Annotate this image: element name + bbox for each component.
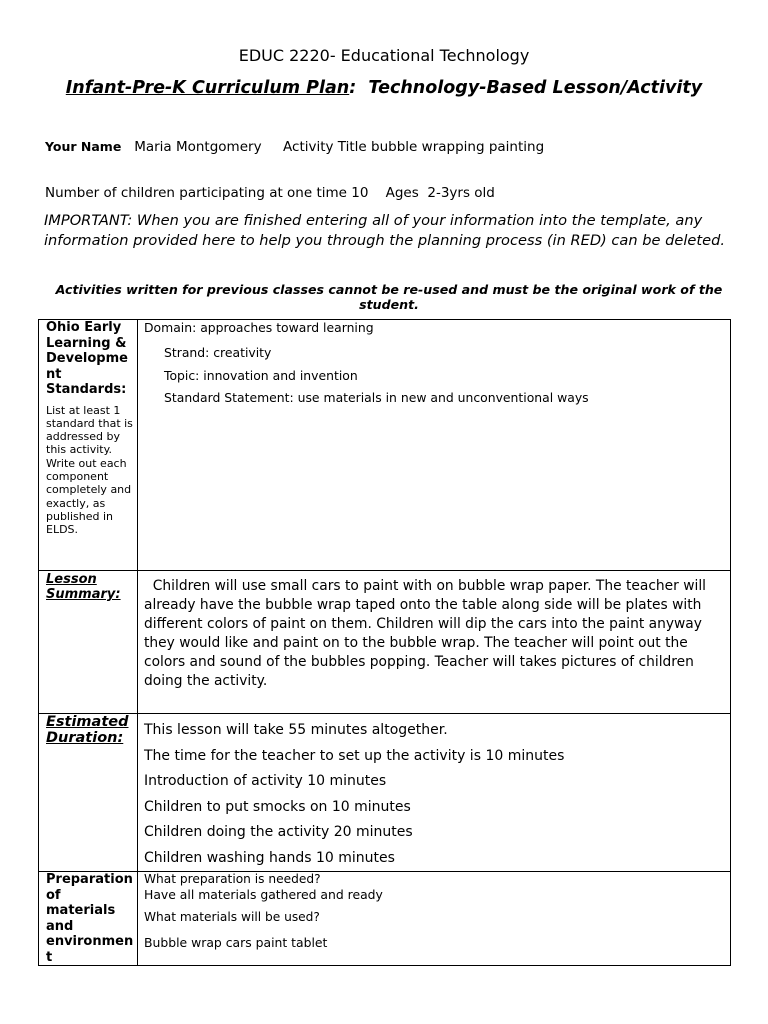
standards-content xyxy=(138,320,730,410)
duration-lines xyxy=(138,714,730,871)
preparation-row xyxy=(39,872,731,966)
duration-line: Children to put smocks on 10 minutes xyxy=(144,798,411,815)
duration-label: Estimated Duration: xyxy=(46,714,129,746)
summary-content-cell xyxy=(138,571,731,714)
important-note: IMPORTANT: When you are finished entering all of your information into the template, any information provided here to help you through the planning process (in RED) can be deleted. xyxy=(44,212,726,249)
domain-text: Domain: approaches toward learning xyxy=(144,320,374,335)
plan-title xyxy=(0,78,768,98)
plan-title-main: Infant-Pre-K Curriculum Plan xyxy=(65,78,350,98)
duration-label-cell xyxy=(39,714,138,872)
course-title: EDUC 2220- Educational Technology xyxy=(238,46,530,65)
summary-row xyxy=(39,571,731,714)
duration-line: Children doing the activity 20 minutes xyxy=(144,824,413,840)
activities-note: Activities written for previous classes cannot be re-used and must be the original work of the student. xyxy=(55,282,723,312)
preparation-content xyxy=(138,872,730,950)
strand-text: Strand: creativity xyxy=(164,345,272,360)
materials-answer: Bubble wrap cars paint tablet xyxy=(144,935,328,950)
preparation-label-cell xyxy=(39,872,138,966)
summary-label-cell xyxy=(39,571,138,714)
duration-line: This lesson will take 55 minutes altogether. xyxy=(144,722,448,738)
activity-value: bubble wrapping painting xyxy=(371,139,545,155)
ages-label: Ages xyxy=(385,185,419,201)
name-label: Your Name xyxy=(45,139,122,154)
plan-title-rest: Technology-Based Lesson/Activity xyxy=(356,78,703,98)
children-count-line xyxy=(45,185,495,201)
standard-statement-text: Standard Statement: use materials in new and unconventional ways xyxy=(164,390,589,405)
standards-content-cell xyxy=(138,320,731,571)
count-label: Number of children participating at one time xyxy=(45,185,347,201)
ages-value: 2-3yrs old xyxy=(427,185,495,201)
preparation-question: What preparation is needed? xyxy=(144,872,321,886)
name-value: Maria Montgomery xyxy=(134,139,262,155)
activity-label: Activity Title xyxy=(283,139,367,155)
preparation-content-cell xyxy=(138,872,731,966)
count-value: 10 xyxy=(351,185,369,201)
summary-label: Lesson Summary: xyxy=(46,572,121,602)
duration-line: Children washing hands 10 minutes xyxy=(144,849,395,866)
topic-text: Topic: innovation and invention xyxy=(164,367,358,383)
materials-question: What materials will be used? xyxy=(144,910,320,924)
standards-instructions: List at least 1 standard that is addressed by this activity. Write out each component completely and exactly, as published in ELDS. xyxy=(46,403,133,537)
duration-line: The time for the teacher to set up the activity is 10 minutes xyxy=(144,747,565,764)
preparation-label: Preparation of materials and environmen t xyxy=(46,872,134,965)
duration-content-cell xyxy=(138,714,731,872)
plan-title-colon: : xyxy=(349,78,357,98)
preparation-answer: Have all materials gathered and ready xyxy=(144,887,383,902)
standards-label: Ohio Early Learning & Developme nt Standards: xyxy=(46,320,128,397)
standards-label-cell xyxy=(39,320,138,571)
standards-row xyxy=(39,320,731,571)
summary-text: Children will use small cars to paint with on bubble wrap paper. The teacher will already have the bubble wrap taped onto the table along side will be plates with different colors of paint on them. Children will dip the cars into the paint anyway they would like and paint on to the bubble wrap. The teacher will point out the colors and sound of the bubbles popping. Teacher will takes pictures of children doing the activity. xyxy=(144,578,711,689)
name-activity-line xyxy=(45,139,544,155)
duration-row xyxy=(39,714,731,872)
plan-table xyxy=(38,319,731,966)
duration-line: Introduction of activity 10 minutes xyxy=(144,773,387,789)
